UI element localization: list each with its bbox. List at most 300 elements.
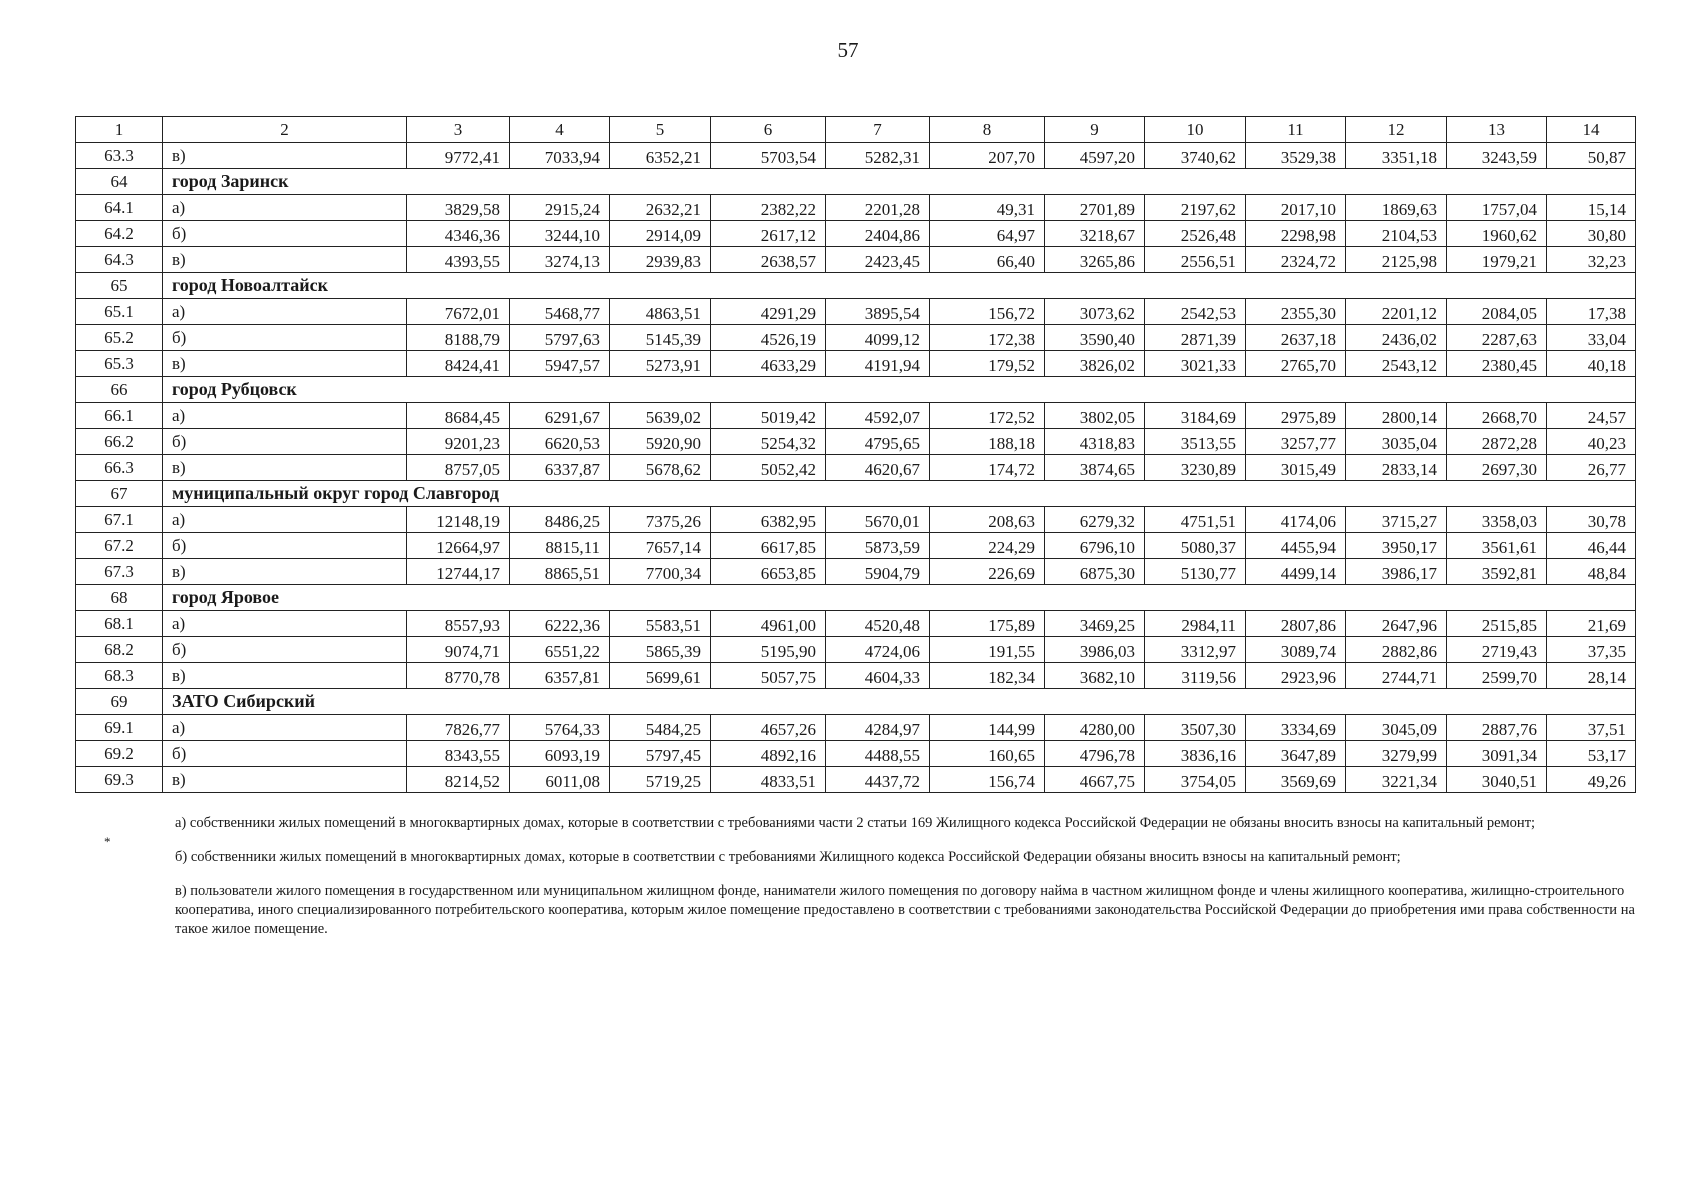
value-cell: 3569,69	[1246, 767, 1346, 793]
note-c: в) пользователи жилого помещения в государственном или муниципальном жилищном фонде, наниматели жилого помещения по договору найма в частном жилищном фонде и члены жилищного кооператива, жилищно-строительного кооператива, иного специализированного потребительского кооператива, которым жилое помещение предоставлено в соответствии с требованиями законодательства Российской Федерации до приобретения ими права собственности на такое жилое помещение.	[175, 883, 1635, 937]
value-cell: 8557,93	[407, 611, 510, 637]
value-cell: 3221,34	[1346, 767, 1447, 793]
value-cell: 6620,53	[510, 429, 610, 455]
row-category: б)	[163, 637, 407, 663]
value-cell: 182,34	[930, 663, 1045, 689]
value-cell: 6291,67	[510, 403, 610, 429]
group-row	[76, 377, 1636, 403]
value-cell: 50,87	[1547, 143, 1636, 169]
value-cell: 2201,28	[826, 195, 930, 221]
row-id: 68.1	[76, 611, 163, 637]
value-cell: 4620,67	[826, 455, 930, 481]
value-cell: 3986,03	[1045, 637, 1145, 663]
value-cell: 2701,89	[1045, 195, 1145, 221]
value-cell: 2872,28	[1447, 429, 1547, 455]
value-cell: 2647,96	[1346, 611, 1447, 637]
value-cell: 4291,29	[711, 299, 826, 325]
value-cell: 2923,96	[1246, 663, 1346, 689]
table-row	[76, 221, 1636, 247]
value-cell: 17,38	[1547, 299, 1636, 325]
row-category: а)	[163, 507, 407, 533]
value-cell: 4437,72	[826, 767, 930, 793]
value-cell: 4657,26	[711, 715, 826, 741]
value-cell: 2617,12	[711, 221, 826, 247]
value-cell: 2201,12	[1346, 299, 1447, 325]
value-cell: 4174,06	[1246, 507, 1346, 533]
value-cell: 5080,37	[1145, 533, 1246, 559]
value-cell: 2807,86	[1246, 611, 1346, 637]
value-cell: 8424,41	[407, 351, 510, 377]
value-cell: 37,35	[1547, 637, 1636, 663]
value-cell: 4961,00	[711, 611, 826, 637]
value-cell: 3740,62	[1145, 143, 1246, 169]
value-cell: 21,69	[1547, 611, 1636, 637]
value-cell: 3021,33	[1145, 351, 1246, 377]
value-cell: 4284,97	[826, 715, 930, 741]
value-cell: 3358,03	[1447, 507, 1547, 533]
value-cell: 3334,69	[1246, 715, 1346, 741]
value-cell: 2125,98	[1346, 247, 1447, 273]
value-cell: 48,84	[1547, 559, 1636, 585]
value-cell: 5052,42	[711, 455, 826, 481]
value-cell: 3590,40	[1045, 325, 1145, 351]
value-cell: 226,69	[930, 559, 1045, 585]
row-id: 66.1	[76, 403, 163, 429]
value-cell: 32,23	[1547, 247, 1636, 273]
value-cell: 64,97	[930, 221, 1045, 247]
value-cell: 5703,54	[711, 143, 826, 169]
row-id: 66.3	[76, 455, 163, 481]
header-cell: 5	[610, 117, 711, 143]
value-cell: 2887,76	[1447, 715, 1547, 741]
value-cell: 3986,17	[1346, 559, 1447, 585]
value-cell: 2599,70	[1447, 663, 1547, 689]
value-cell: 5904,79	[826, 559, 930, 585]
value-cell: 2719,43	[1447, 637, 1547, 663]
value-cell: 26,77	[1547, 455, 1636, 481]
row-category: б)	[163, 221, 407, 247]
value-cell: 2197,62	[1145, 195, 1246, 221]
group-row	[76, 689, 1636, 715]
value-cell: 4499,14	[1246, 559, 1346, 585]
table-row	[76, 663, 1636, 689]
note-a: а) собственники жилых помещений в многоквартирных домах, которые в соответствии с требованиями части 2 статьи 169 Жилищного кодекса Российской Федерации не обязаны вносить взносы на капитальный ремонт;	[175, 815, 1536, 831]
group-name: город Заринск	[163, 169, 1636, 195]
row-id: 69.2	[76, 741, 163, 767]
value-cell: 191,55	[930, 637, 1045, 663]
group-number: 68	[76, 585, 163, 611]
value-cell: 8770,78	[407, 663, 510, 689]
value-cell: 2324,72	[1246, 247, 1346, 273]
value-cell: 4892,16	[711, 741, 826, 767]
value-cell: 3647,89	[1246, 741, 1346, 767]
value-cell: 2984,11	[1145, 611, 1246, 637]
value-cell: 3682,10	[1045, 663, 1145, 689]
value-cell: 2084,05	[1447, 299, 1547, 325]
value-cell: 5145,39	[610, 325, 711, 351]
value-cell: 24,57	[1547, 403, 1636, 429]
value-cell: 7657,14	[610, 533, 711, 559]
header-cell: 10	[1145, 117, 1246, 143]
page-number: 57	[837, 38, 859, 62]
value-cell: 4526,19	[711, 325, 826, 351]
value-cell: 6222,36	[510, 611, 610, 637]
value-cell: 33,04	[1547, 325, 1636, 351]
value-cell: 4520,48	[826, 611, 930, 637]
value-cell: 3218,67	[1045, 221, 1145, 247]
value-cell: 6875,30	[1045, 559, 1145, 585]
value-cell: 8865,51	[510, 559, 610, 585]
row-category: в)	[163, 559, 407, 585]
footnotes	[175, 814, 1635, 954]
value-cell: 7826,77	[407, 715, 510, 741]
value-cell: 3184,69	[1145, 403, 1246, 429]
header-cell: 13	[1447, 117, 1547, 143]
value-cell: 4488,55	[826, 741, 930, 767]
value-cell: 2298,98	[1246, 221, 1346, 247]
value-cell: 3529,38	[1246, 143, 1346, 169]
table-row	[76, 507, 1636, 533]
value-cell: 5273,91	[610, 351, 711, 377]
row-category: в)	[163, 247, 407, 273]
value-cell: 6653,85	[711, 559, 826, 585]
header-cell: 3	[407, 117, 510, 143]
group-row	[76, 481, 1636, 507]
header-cell: 14	[1547, 117, 1636, 143]
value-cell: 28,14	[1547, 663, 1636, 689]
value-cell: 9201,23	[407, 429, 510, 455]
value-cell: 2017,10	[1246, 195, 1346, 221]
table-row	[76, 247, 1636, 273]
row-id: 64.1	[76, 195, 163, 221]
value-cell: 3895,54	[826, 299, 930, 325]
row-id: 68.2	[76, 637, 163, 663]
value-cell: 4191,94	[826, 351, 930, 377]
value-cell: 144,99	[930, 715, 1045, 741]
row-id: 67.1	[76, 507, 163, 533]
value-cell: 66,40	[930, 247, 1045, 273]
value-cell: 2436,02	[1346, 325, 1447, 351]
value-cell: 8343,55	[407, 741, 510, 767]
value-cell: 4592,07	[826, 403, 930, 429]
value-cell: 4393,55	[407, 247, 510, 273]
value-cell: 3091,34	[1447, 741, 1547, 767]
value-cell: 5484,25	[610, 715, 711, 741]
value-cell: 4795,65	[826, 429, 930, 455]
row-category: а)	[163, 715, 407, 741]
value-cell: 5282,31	[826, 143, 930, 169]
value-cell: 4346,36	[407, 221, 510, 247]
value-cell: 2104,53	[1346, 221, 1447, 247]
value-cell: 5130,77	[1145, 559, 1246, 585]
footnote-marker: *	[104, 834, 111, 849]
value-cell: 2542,53	[1145, 299, 1246, 325]
row-id: 64.2	[76, 221, 163, 247]
value-cell: 6279,32	[1045, 507, 1145, 533]
value-cell: 2287,63	[1447, 325, 1547, 351]
value-cell: 5920,90	[610, 429, 711, 455]
value-cell: 3874,65	[1045, 455, 1145, 481]
value-cell: 7375,26	[610, 507, 711, 533]
value-cell: 4099,12	[826, 325, 930, 351]
value-cell: 2668,70	[1447, 403, 1547, 429]
value-cell: 5764,33	[510, 715, 610, 741]
row-id: 69.1	[76, 715, 163, 741]
value-cell: 2404,86	[826, 221, 930, 247]
row-category: б)	[163, 741, 407, 767]
value-cell: 40,23	[1547, 429, 1636, 455]
value-cell: 3802,05	[1045, 403, 1145, 429]
header-row	[76, 117, 1636, 143]
value-cell: 2697,30	[1447, 455, 1547, 481]
table-row	[76, 429, 1636, 455]
value-cell: 5947,57	[510, 351, 610, 377]
row-id: 63.3	[76, 143, 163, 169]
value-cell: 2526,48	[1145, 221, 1246, 247]
value-cell: 30,78	[1547, 507, 1636, 533]
row-category: б)	[163, 429, 407, 455]
value-cell: 3243,59	[1447, 143, 1547, 169]
table-row	[76, 299, 1636, 325]
value-cell: 3244,10	[510, 221, 610, 247]
value-cell: 6382,95	[711, 507, 826, 533]
row-category: б)	[163, 533, 407, 559]
value-cell: 5195,90	[711, 637, 826, 663]
value-cell: 3351,18	[1346, 143, 1447, 169]
value-cell: 2939,83	[610, 247, 711, 273]
group-row	[76, 169, 1636, 195]
value-cell: 6551,22	[510, 637, 610, 663]
value-cell: 208,63	[930, 507, 1045, 533]
value-cell: 1979,21	[1447, 247, 1547, 273]
value-cell: 3274,13	[510, 247, 610, 273]
value-cell: 6357,81	[510, 663, 610, 689]
header-cell: 9	[1045, 117, 1145, 143]
value-cell: 207,70	[930, 143, 1045, 169]
value-cell: 4796,78	[1045, 741, 1145, 767]
value-cell: 3469,25	[1045, 611, 1145, 637]
value-cell: 8214,52	[407, 767, 510, 793]
value-cell: 12148,19	[407, 507, 510, 533]
table-row	[76, 195, 1636, 221]
group-name: город Рубцовск	[163, 377, 1636, 403]
value-cell: 4604,33	[826, 663, 930, 689]
value-cell: 3073,62	[1045, 299, 1145, 325]
value-cell: 9772,41	[407, 143, 510, 169]
value-cell: 6796,10	[1045, 533, 1145, 559]
row-id: 67.2	[76, 533, 163, 559]
header-cell: 6	[711, 117, 826, 143]
row-category: в)	[163, 351, 407, 377]
row-category: а)	[163, 299, 407, 325]
group-name: ЗАТО Сибирский	[163, 689, 1636, 715]
value-cell: 7033,94	[510, 143, 610, 169]
value-cell: 2355,30	[1246, 299, 1346, 325]
value-cell: 2543,12	[1346, 351, 1447, 377]
value-cell: 4724,06	[826, 637, 930, 663]
value-cell: 2871,39	[1145, 325, 1246, 351]
value-cell: 3089,74	[1246, 637, 1346, 663]
group-name: муниципальный округ город Славгород	[163, 481, 1636, 507]
table-row	[76, 455, 1636, 481]
table-row	[76, 637, 1636, 663]
value-cell: 7672,01	[407, 299, 510, 325]
header-cell: 7	[826, 117, 930, 143]
value-cell: 53,17	[1547, 741, 1636, 767]
value-cell: 1869,63	[1346, 195, 1447, 221]
value-cell: 2637,18	[1246, 325, 1346, 351]
group-number: 69	[76, 689, 163, 715]
value-cell: 40,18	[1547, 351, 1636, 377]
value-cell: 3035,04	[1346, 429, 1447, 455]
value-cell: 2380,45	[1447, 351, 1547, 377]
tariff-table	[75, 116, 1636, 793]
group-number: 65	[76, 273, 163, 299]
value-cell: 5678,62	[610, 455, 711, 481]
value-cell: 5865,39	[610, 637, 711, 663]
group-number: 66	[76, 377, 163, 403]
value-cell: 179,52	[930, 351, 1045, 377]
value-cell: 5019,42	[711, 403, 826, 429]
group-name: город Яровое	[163, 585, 1636, 611]
value-cell: 3836,16	[1145, 741, 1246, 767]
value-cell: 4318,83	[1045, 429, 1145, 455]
table-row	[76, 325, 1636, 351]
row-category: а)	[163, 611, 407, 637]
header-cell: 8	[930, 117, 1045, 143]
value-cell: 3829,58	[407, 195, 510, 221]
value-cell: 49,31	[930, 195, 1045, 221]
table-row	[76, 559, 1636, 585]
value-cell: 12664,97	[407, 533, 510, 559]
value-cell: 1960,62	[1447, 221, 1547, 247]
table-row	[76, 611, 1636, 637]
group-number: 67	[76, 481, 163, 507]
value-cell: 30,80	[1547, 221, 1636, 247]
table-row	[76, 403, 1636, 429]
table-row	[76, 715, 1636, 741]
value-cell: 2515,85	[1447, 611, 1547, 637]
value-cell: 3561,61	[1447, 533, 1547, 559]
row-id: 65.3	[76, 351, 163, 377]
value-cell: 5254,32	[711, 429, 826, 455]
row-id: 65.1	[76, 299, 163, 325]
header-cell: 4	[510, 117, 610, 143]
value-cell: 3279,99	[1346, 741, 1447, 767]
value-cell: 5719,25	[610, 767, 711, 793]
value-cell: 6011,08	[510, 767, 610, 793]
value-cell: 3754,05	[1145, 767, 1246, 793]
row-id: 68.3	[76, 663, 163, 689]
value-cell: 4667,75	[1045, 767, 1145, 793]
header-cell: 12	[1346, 117, 1447, 143]
value-cell: 3119,56	[1145, 663, 1246, 689]
value-cell: 3230,89	[1145, 455, 1246, 481]
table-row	[76, 143, 1636, 169]
value-cell: 8684,45	[407, 403, 510, 429]
row-category: в)	[163, 767, 407, 793]
value-cell: 3592,81	[1447, 559, 1547, 585]
value-cell: 12744,17	[407, 559, 510, 585]
value-cell: 2882,86	[1346, 637, 1447, 663]
value-cell: 5699,61	[610, 663, 711, 689]
value-cell: 2914,09	[610, 221, 711, 247]
row-id: 69.3	[76, 767, 163, 793]
value-cell: 1757,04	[1447, 195, 1547, 221]
value-cell: 3715,27	[1346, 507, 1447, 533]
header-cell: 11	[1246, 117, 1346, 143]
note-b: б) собственники жилых помещений в многоквартирных домах, которые в соответствии с требованиями Жилищного кодекса Российской Федерации обязаны вносить взносы на капитальный ремонт;	[175, 849, 1401, 865]
table-row	[76, 741, 1636, 767]
value-cell: 3045,09	[1346, 715, 1447, 741]
value-cell: 3040,51	[1447, 767, 1547, 793]
value-cell: 188,18	[930, 429, 1045, 455]
value-cell: 9074,71	[407, 637, 510, 663]
value-cell: 5639,02	[610, 403, 711, 429]
value-cell: 3312,97	[1145, 637, 1246, 663]
value-cell: 3826,02	[1045, 351, 1145, 377]
value-cell: 4633,29	[711, 351, 826, 377]
value-cell: 5468,77	[510, 299, 610, 325]
value-cell: 5797,63	[510, 325, 610, 351]
value-cell: 7700,34	[610, 559, 711, 585]
value-cell: 4751,51	[1145, 507, 1246, 533]
value-cell: 172,38	[930, 325, 1045, 351]
row-id: 67.3	[76, 559, 163, 585]
value-cell: 224,29	[930, 533, 1045, 559]
value-cell: 2800,14	[1346, 403, 1447, 429]
value-cell: 2638,57	[711, 247, 826, 273]
value-cell: 5797,45	[610, 741, 711, 767]
value-cell: 3015,49	[1246, 455, 1346, 481]
value-cell: 6352,21	[610, 143, 711, 169]
value-cell: 3950,17	[1346, 533, 1447, 559]
value-cell: 175,89	[930, 611, 1045, 637]
group-number: 64	[76, 169, 163, 195]
value-cell: 2382,22	[711, 195, 826, 221]
row-id: 64.3	[76, 247, 163, 273]
row-category: а)	[163, 195, 407, 221]
value-cell: 3265,86	[1045, 247, 1145, 273]
value-cell: 8188,79	[407, 325, 510, 351]
row-category: в)	[163, 663, 407, 689]
value-cell: 2556,51	[1145, 247, 1246, 273]
table-row	[76, 351, 1636, 377]
value-cell: 6337,87	[510, 455, 610, 481]
value-cell: 8757,05	[407, 455, 510, 481]
value-cell: 15,14	[1547, 195, 1636, 221]
value-cell: 6617,85	[711, 533, 826, 559]
row-id: 65.2	[76, 325, 163, 351]
table-row	[76, 533, 1636, 559]
row-category: в)	[163, 143, 407, 169]
header-cell: 1	[76, 117, 163, 143]
value-cell: 3507,30	[1145, 715, 1246, 741]
value-cell: 8486,25	[510, 507, 610, 533]
value-cell: 2632,21	[610, 195, 711, 221]
value-cell: 156,72	[930, 299, 1045, 325]
group-row	[76, 273, 1636, 299]
value-cell: 2915,24	[510, 195, 610, 221]
value-cell: 4833,51	[711, 767, 826, 793]
value-cell: 37,51	[1547, 715, 1636, 741]
value-cell: 4597,20	[1045, 143, 1145, 169]
value-cell: 160,65	[930, 741, 1045, 767]
header-cell: 2	[163, 117, 407, 143]
value-cell: 2833,14	[1346, 455, 1447, 481]
group-row	[76, 585, 1636, 611]
value-cell: 5583,51	[610, 611, 711, 637]
